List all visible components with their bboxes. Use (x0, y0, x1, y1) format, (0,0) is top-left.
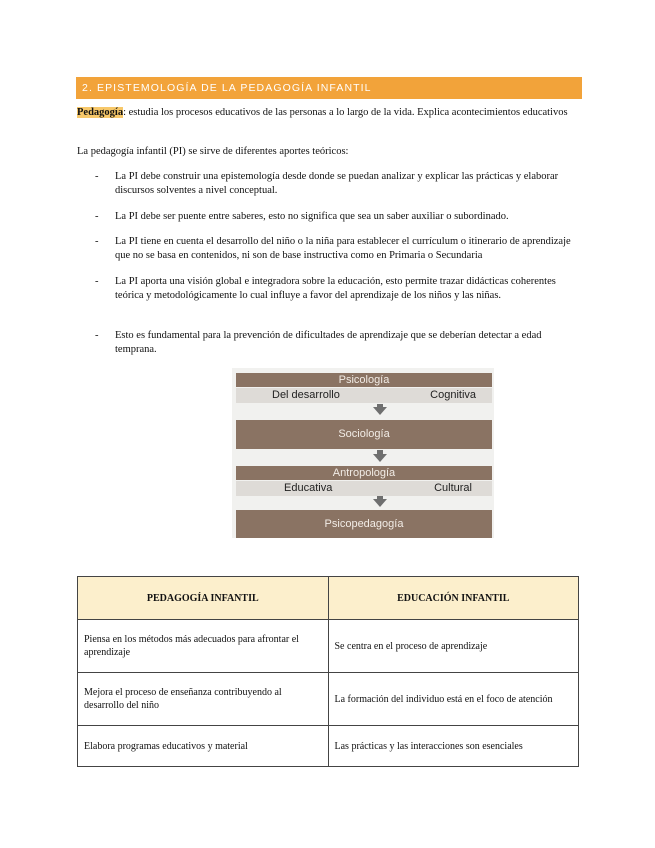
definition-term: Pedagogía (77, 107, 124, 118)
table-cell: Mejora el proceso de enseñanza contribuyendo al desarrollo del niño (78, 673, 329, 726)
table-header-pedagogia: PEDAGOGÍA INFANTIL (78, 577, 329, 620)
bullet-dash: - (95, 276, 99, 287)
psicopedagogia-bar: Psicopedagogía (236, 510, 492, 538)
table-cell: Elabora programas educativos y material (78, 726, 329, 767)
bullet-text: Esto es fundamental para la prevención de dificultades de aprendizaje que se deberían detectar a edad temprana. (115, 330, 542, 355)
bullet-text: La PI debe construir una epistemología desde donde se puedan analizar y explicar las prácticas y elaborar discursos solventes a nivel conceptual. (115, 171, 559, 196)
bullet-dash: - (95, 330, 99, 341)
antropologia-sub-right: Cultural (434, 482, 472, 494)
section-header (76, 77, 582, 99)
antropologia-sub-left: Educativa (284, 482, 333, 494)
antropologia-subrow (236, 481, 492, 496)
table-cell: Piensa en los métodos más adecuados para afrontar el aprendizaje (78, 620, 329, 673)
list-item (95, 329, 575, 357)
disciplines-diagram (232, 368, 494, 538)
list-item (95, 170, 575, 198)
list-item (95, 235, 575, 263)
antropologia-bar: Antropología (236, 466, 492, 480)
list-item (95, 275, 575, 303)
definition-text: : estudia los procesos educativos de las personas a lo largo de la vida. Explica acontecimientos educativos (123, 107, 568, 118)
sociologia-bar: Sociología (236, 420, 492, 449)
table-cell: Se centra en el proceso de aprendizaje (328, 620, 579, 673)
psicologia-sub-right: Cognitiva (430, 389, 476, 401)
bullet-dash: - (95, 171, 99, 182)
table-cell: Las prácticas y las interacciones son esenciales (328, 726, 579, 767)
table-row (78, 620, 579, 673)
table-row (78, 673, 579, 726)
table-header-educacion: EDUCACIÓN INFANTIL (328, 577, 579, 620)
list-item (95, 210, 575, 224)
lead-paragraph: La pedagogía infantil (PI) se sirve de diferentes aportes teóricos: (77, 146, 349, 157)
table-cell: La formación del individuo está en el foco de atención (328, 673, 579, 726)
bullet-text: La PI aporta una visión global e integradora sobre la educación, esto permite trazar didácticas coherentes teórica y metodológicamente lo cual influye a favor del aprendizaje de los niños y las niñas. (115, 276, 556, 301)
comparison-table (77, 576, 579, 767)
arrow-down-icon (373, 407, 387, 415)
psicologia-subrow (236, 388, 492, 403)
arrow-down-icon (373, 499, 387, 507)
psicologia-sub-left: Del desarrollo (272, 389, 340, 401)
table-row (78, 726, 579, 767)
psicologia-bar: Psicología (236, 373, 492, 387)
bullet-dash: - (95, 211, 99, 222)
section-title: 2. EPISTEMOLOGÍA DE LA PEDAGOGÍA INFANTIL (82, 82, 372, 94)
bullet-text: La PI debe ser puente entre saberes, esto no significa que sea un saber auxiliar o subordinado. (115, 211, 509, 222)
bullet-dash: - (95, 236, 99, 247)
definition-paragraph (77, 106, 577, 120)
bullet-text: La PI tiene en cuenta el desarrollo del niño o la niña para establecer el currículum o itinerario de aprendizaje que no se basa en contenidos, ni son de base instructiva como en Primaria o Secundaria (115, 236, 571, 261)
arrow-down-icon (373, 454, 387, 462)
